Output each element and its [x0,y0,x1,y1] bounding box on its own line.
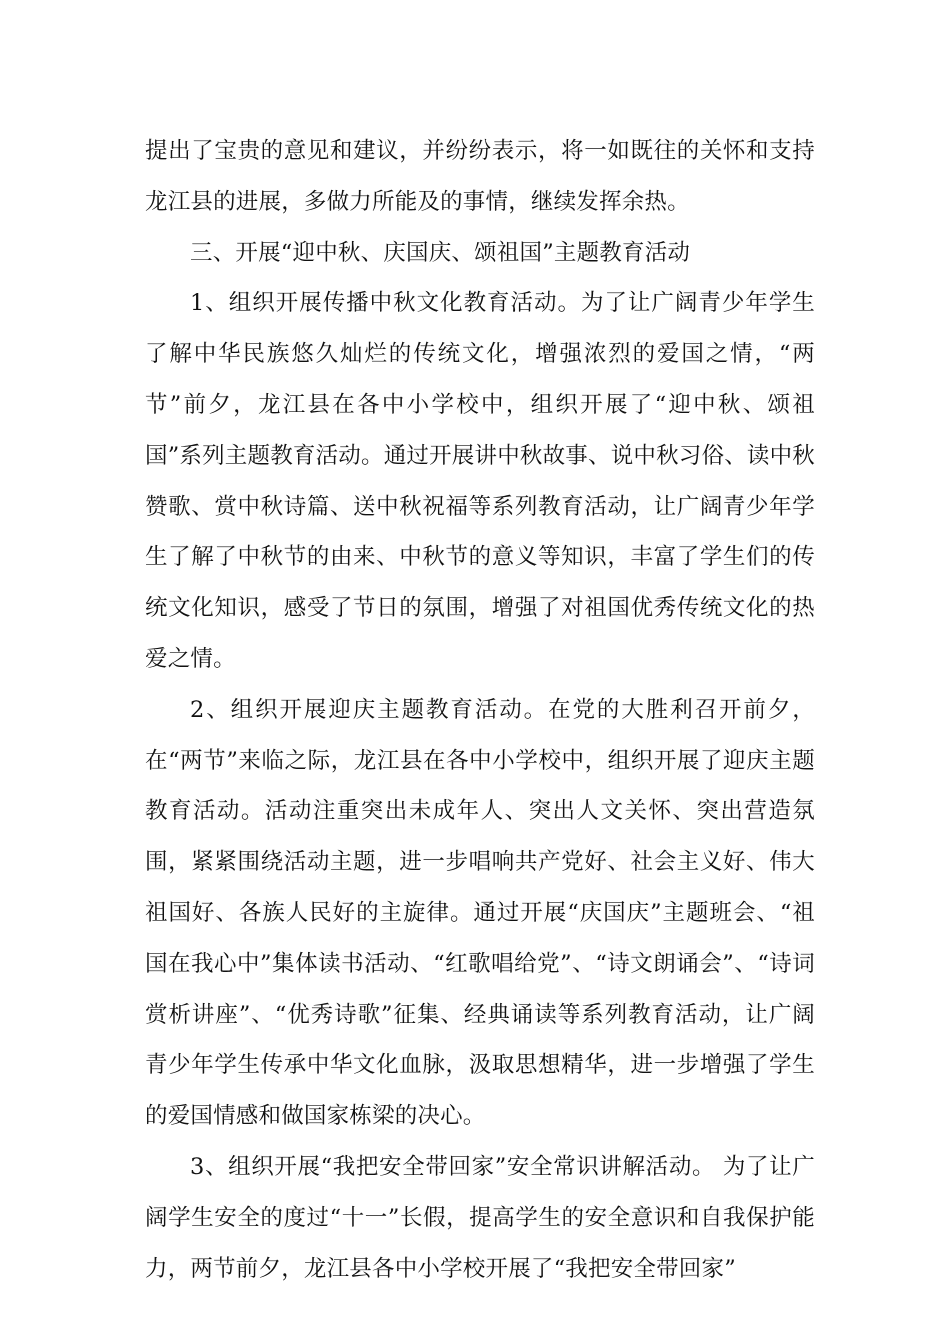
section-heading: 三、开展“迎中秋、庆国庆、颂祖国”主题教育活动 [190,239,691,266]
paragraph-mid-autumn-activity: 1、组织开展传播中秋文化教育活动。为了让广阔青少年学生了解中华民族悠久灿烂的传统文化，增强浓烈的爱国之情，“两节”前夕，龙江县在各中小学校中，组织开展了“迎中秋、颂祖国”系列主题教育活动。通过开展讲中秋故事、说中秋习俗、读中秋赞歌、赏中秋诗篇、送中秋祝福等系列教育活动，让广阔青少年学生了解了中秋节的由来、中秋节的意义等知识，丰富了学生们的传统文化知识，感受了节日的氛围，增强了对祖国优秀传统文化的热爱之情。 [145,290,816,672]
paragraph-celebration-activity: 2、组织开展迎庆主题教育活动。在党的大胜利召开前夕，在“两节”来临之际，龙江县在各中小学校中，组织开展了迎庆主题教育活动。活动注重突出未成年人、突出人文关怀、突出营造氛围，紧紧围绕活动主题，进一步唱响共产党好、社会主义好、伟大祖国好、各族人民好的主旋律。通过开展“庆国庆”主题班会、“祖国在我心中”集体读书活动、“红歌唱给党”、“诗文朗诵会”、“诗词赏析讲座”、“优秀诗歌”征集、经典诵读等系列教育活动，让广阔青少年学生传承中华文化血脉，汲取思想精华，进一步增强了学生的爱国情感和做国家栋梁的决心。 [145,696,815,1130]
paragraph-continuation: 提出了宝贵的意见和建议，并纷纷表示，将一如既往的关怀和支持龙江县的进展，多做力所能及的事情，继续发挥余热。 [145,138,815,215]
document-body [145,126,815,1294]
paragraph-safety-activity: 3、组织开展“我把安全带回家”安全常识讲解活动。 为了让广阔学生安全的度过“十一”长假，提高学生的安全意识和自我保护能力，两节前夕，龙江县各中小学校开展了“我把安全带回家” [145,1153,815,1282]
